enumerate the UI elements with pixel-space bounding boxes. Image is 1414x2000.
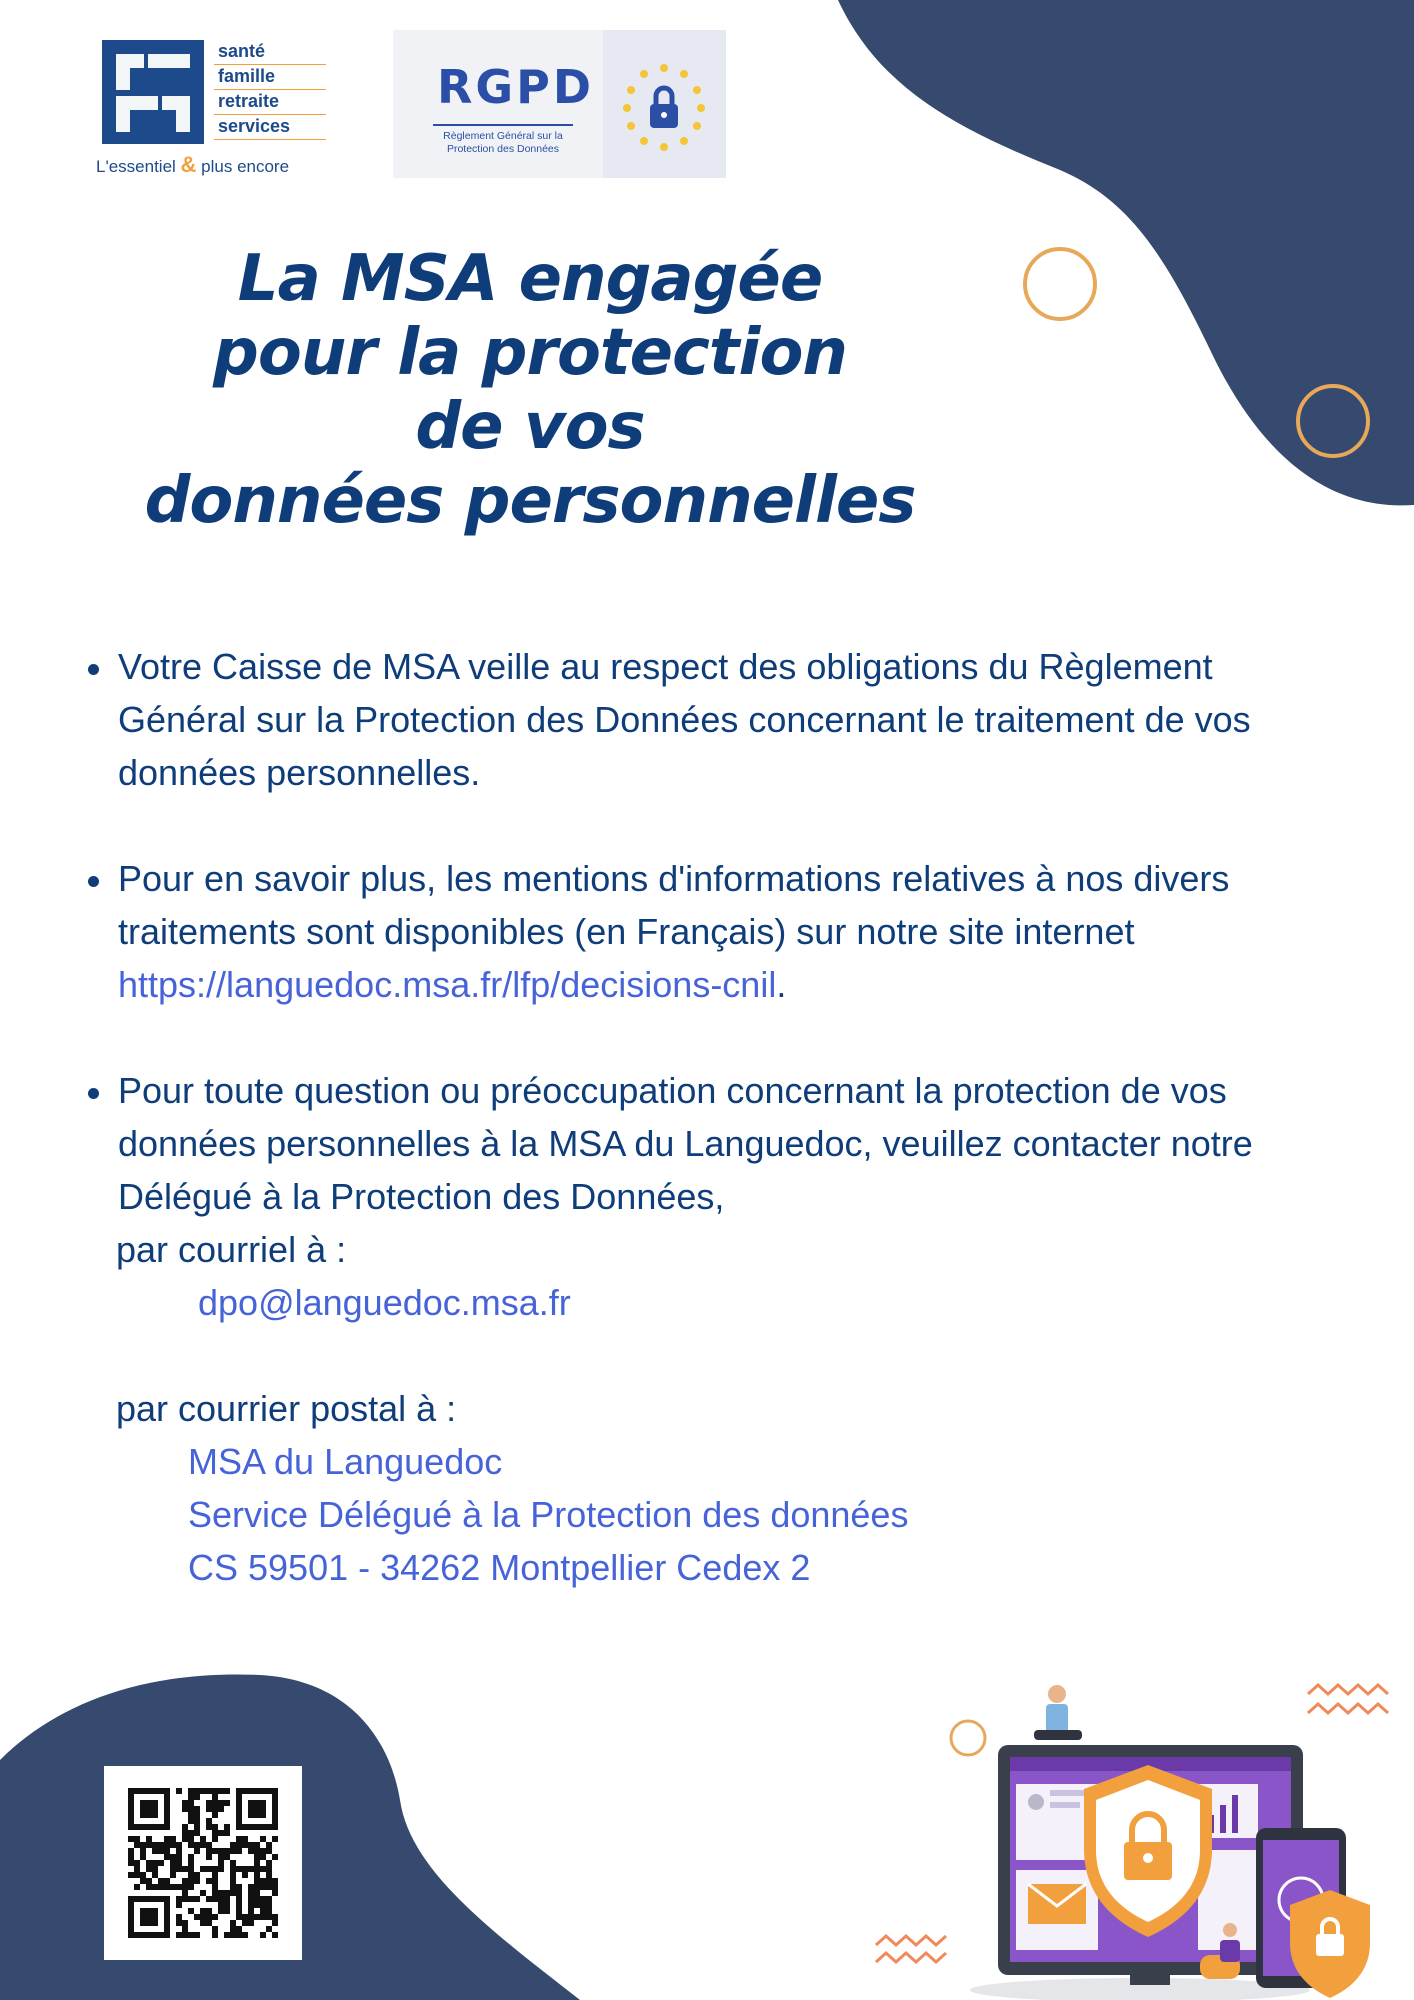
rgpd-divider — [433, 124, 573, 126]
tagline-amp: & — [180, 152, 197, 177]
security-illustration — [970, 1685, 1370, 2000]
msa-logo-mark — [102, 40, 204, 144]
msa-line-services: services — [214, 115, 326, 140]
rgpd-title: RGPD — [437, 60, 595, 114]
bullet-obligations: Votre Caisse de MSA veille au respect des obligations du Règlement Général sur la Protection des Données concernant le traitement de vos données personnelles. — [82, 640, 1302, 799]
rgpd-subtitle: Règlement Général sur la Protection des Données — [443, 130, 563, 155]
address-line-1: MSA du Languedoc — [188, 1441, 503, 1482]
zigzag-bottom-left — [876, 1936, 946, 1962]
body-content — [82, 640, 1302, 1594]
ring-bottom — [951, 1721, 985, 1755]
rgpd-logo — [393, 30, 726, 178]
bullet-mentions-end: . — [776, 964, 787, 1005]
ring-top-1 — [1025, 249, 1095, 319]
email-label: par courriel à : — [116, 1229, 347, 1270]
tagline-right: plus encore — [201, 157, 290, 176]
bullet-contact: Pour toute question ou préoccupation concernant la protection de vos données personnelles à la MSA du Languedoc, veuillez contacter notre Délégué à la Protection des Données, — [82, 1064, 1302, 1223]
bullet-mentions-text: Pour en savoir plus, les mentions d'informations relatives à nos divers traitements sont disponibles (en Français) sur notre site internet — [118, 858, 1230, 952]
postal-label: par courrier postal à : — [116, 1388, 457, 1429]
address-line-2: Service Délégué à la Protection des données — [188, 1494, 909, 1535]
address-line-3: CS 59501 - 34262 Montpellier Cedex 2 — [188, 1547, 811, 1588]
tagline-left: L'essentiel — [96, 157, 176, 176]
page-title — [100, 242, 960, 538]
cnil-link[interactable]: https://languedoc.msa.fr/lfp/decisions-cnil — [118, 964, 777, 1005]
title-line-3: de vos — [415, 390, 645, 464]
msa-logo — [96, 40, 332, 180]
title-line-1: La MSA engagée — [237, 242, 823, 316]
bullet-mentions — [82, 852, 1302, 1011]
msa-line-famille: famille — [214, 65, 326, 90]
msa-logo-lines — [214, 40, 326, 140]
qr-code-pattern — [104, 1766, 302, 1960]
msa-tagline — [96, 152, 289, 178]
title-line-4: données personnelles — [144, 464, 916, 538]
msa-line-retraite: retraite — [214, 90, 326, 115]
title-line-2: pour la protection — [213, 316, 847, 390]
zigzag-top-right — [1308, 1685, 1388, 1713]
msa-line-sante: santé — [214, 40, 326, 65]
dpo-email-link[interactable]: dpo@languedoc.msa.fr — [198, 1282, 571, 1323]
eu-stars-lock-icon — [603, 30, 726, 178]
qr-code[interactable] — [104, 1766, 302, 1960]
